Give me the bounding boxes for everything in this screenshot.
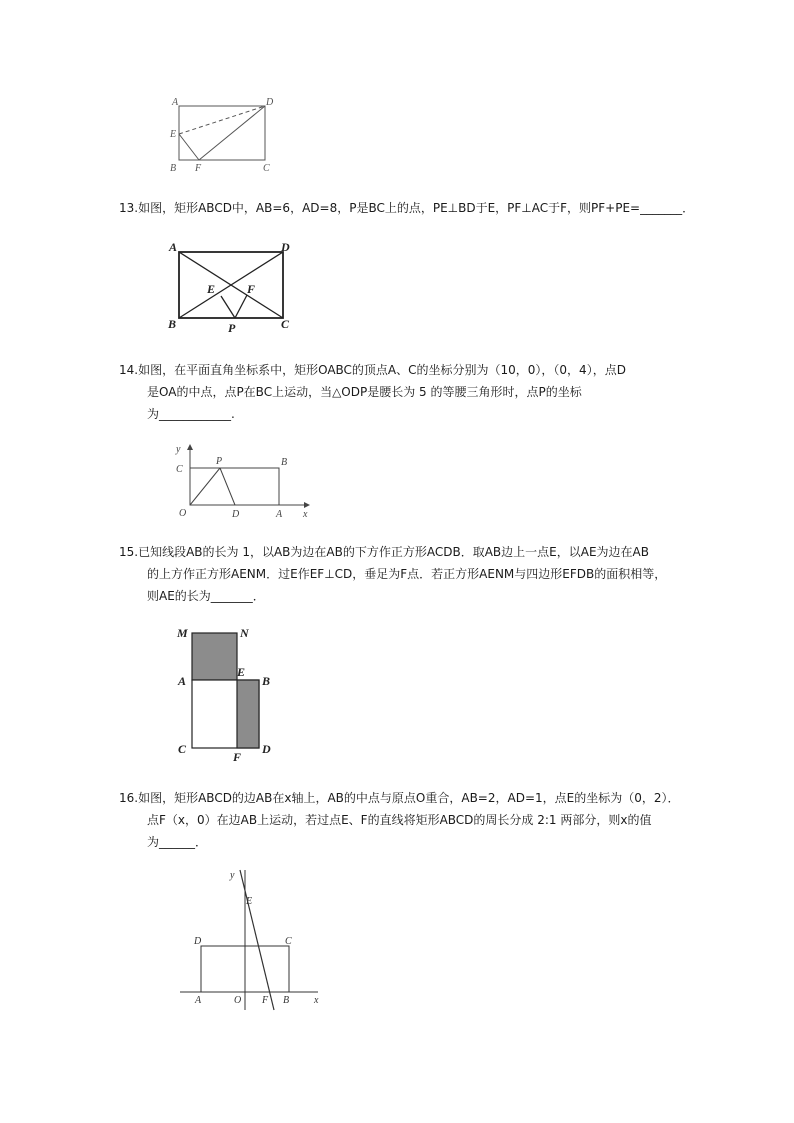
label-c: C: [285, 936, 292, 947]
figure-q14: [170, 440, 320, 520]
label-x: x: [314, 995, 319, 1006]
label-n: N: [240, 626, 249, 640]
label-y: y: [176, 444, 181, 455]
figure-q12: [165, 94, 285, 176]
label-a: A: [169, 240, 178, 254]
label-b: B: [168, 317, 177, 331]
label-o: O: [179, 508, 187, 519]
label-c: C: [263, 163, 270, 174]
label-b: B: [283, 995, 290, 1006]
question-13: [119, 197, 694, 219]
question-16: [119, 787, 680, 853]
segment-pe: [221, 296, 235, 318]
label-b: B: [281, 457, 288, 468]
question-15: [119, 541, 666, 607]
segment-pd: [220, 468, 235, 505]
segment-pf: [235, 295, 247, 318]
dashed-segment-ed: [179, 106, 265, 134]
question-14-line-2: 是OA的中点，点P在BC上运动，当△ODP是腰长为 5 的等腰三角形时，点P的坐标: [147, 385, 582, 399]
rectangle-oabc: [190, 468, 279, 505]
label-e: E: [207, 282, 216, 296]
question-16-line-2: 点F（x，0）在边AB上运动，若过点E、F的直线将矩形ABCD的周长分成 2:1 两部分，则x的值: [147, 813, 652, 827]
figure-q15: [170, 622, 280, 764]
label-x: x: [303, 509, 308, 520]
question-14-line-1: 14.如图，在平面直角坐标系中，矩形OABC的顶点A、C的坐标分别为（10，0），（0，4），点D: [119, 363, 626, 377]
question-15-line-3: 则AE的长为_______．: [147, 589, 265, 603]
label-o: O: [234, 995, 242, 1006]
question-13-text: 13.如图，矩形ABCD中，AB=6，AD=8，P是BC上的点，PE⊥BD于E，PF⊥AC于F，则PF+PE=_______．: [119, 201, 695, 215]
rectangle-efdb: [237, 680, 259, 748]
label-d: D: [262, 742, 271, 756]
label-d: D: [281, 240, 290, 254]
label-a: A: [195, 995, 202, 1006]
label-e: E: [170, 129, 177, 140]
label-p: P: [228, 321, 236, 335]
label-f: F: [262, 995, 269, 1006]
label-e: E: [237, 665, 246, 679]
label-a: A: [178, 674, 187, 688]
question-14: [119, 359, 626, 425]
question-16-line-3: 为______．: [147, 835, 208, 849]
label-b: B: [262, 674, 271, 688]
label-p: P: [216, 456, 223, 467]
question-15-line-1: 15.已知线段AB的长为 1，以AB为边在AB的下方作正方形ACDB．取AB边上一点E，以AE为边在AB: [119, 545, 649, 559]
label-f: F: [233, 750, 242, 764]
question-16-line-1: 16.如图，矩形ABCD的边AB在x轴上，AB的中点与原点O重合，AB=2，AD=1，点E的坐标为（0，2）．: [119, 791, 680, 805]
segment-op: [190, 468, 220, 505]
figure-q13: [165, 238, 300, 336]
label-c: C: [281, 317, 290, 331]
rectangle-abcd: [179, 106, 265, 160]
label-c: C: [176, 464, 183, 475]
label-f: F: [195, 163, 202, 174]
square-aenm: [192, 633, 237, 680]
label-a: A: [172, 97, 179, 108]
label-c: C: [178, 742, 187, 756]
label-m: M: [177, 626, 188, 640]
label-a: A: [276, 509, 283, 520]
figure-q16: [178, 862, 338, 1012]
segment-fd: [199, 106, 265, 160]
label-e: E: [246, 896, 253, 907]
label-f: F: [247, 282, 256, 296]
label-b: B: [170, 163, 177, 174]
x-axis-arrow: [304, 502, 310, 508]
y-axis-arrow: [187, 444, 193, 450]
question-15-line-2: 的上方作正方形AENM．过E作EF⊥CD，垂足为F点．若正方形AENM与四边形EFDB的面积相等，: [147, 567, 667, 581]
segment-ef: [179, 134, 199, 160]
question-14-line-3: 为____________.: [147, 407, 235, 421]
label-d: D: [266, 97, 274, 108]
label-y: y: [230, 870, 235, 881]
label-d: D: [194, 936, 202, 947]
label-d: D: [232, 509, 240, 520]
